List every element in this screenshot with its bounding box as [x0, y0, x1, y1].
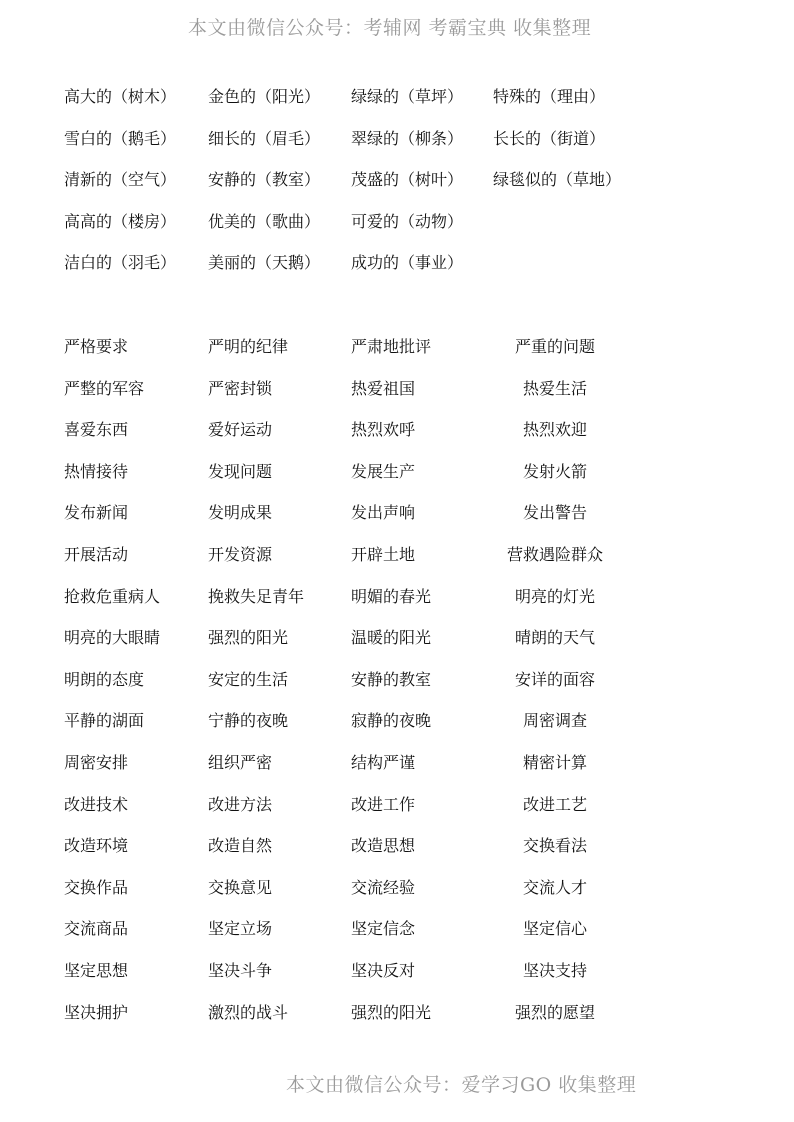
word-phrase-row: [0, 503, 794, 545]
phrase-cell: 热烈欢迎: [522, 420, 587, 440]
phrase-cell: 绿毯似的（草地）: [493, 170, 622, 190]
phrase-cell: 开发资源: [208, 544, 273, 564]
phrase-cell: 改造自然: [208, 836, 273, 856]
word-phrase-grid: [0, 337, 794, 1044]
phrase-cell: 清新的（空气）: [64, 170, 177, 190]
phrase-cell: 交换看法: [522, 836, 587, 856]
word-phrase-row: [0, 462, 794, 504]
phrase-cell: 改造思想: [351, 836, 416, 856]
phrase-cell: 坚定信心: [522, 919, 587, 939]
phrase-cell: 改进工艺: [522, 794, 587, 814]
word-phrase-row: [0, 670, 794, 712]
phrase-cell: 细长的（眉毛）: [208, 128, 321, 148]
phrase-cell: 发现问题: [208, 461, 273, 481]
adjective-phrase-row: [0, 212, 794, 254]
phrase-cell: 金色的（阳光）: [208, 87, 321, 106]
phrase-cell: 坚决反对: [351, 960, 416, 980]
phrase-cell: 周密调查: [522, 711, 587, 731]
phrase-cell: 改造环境: [64, 836, 129, 856]
phrase-cell: 热情接待: [64, 461, 129, 481]
phrase-cell: 高高的（楼房）: [64, 211, 177, 231]
phrase-cell: 明朗的态度: [64, 669, 145, 689]
phrase-cell: 严重的问题: [514, 337, 595, 356]
word-phrase-row: [0, 1003, 794, 1045]
word-phrase-row: [0, 545, 794, 587]
phrase-cell: 安静的教室: [351, 669, 432, 689]
phrase-cell: 改进工作: [351, 794, 416, 814]
adjective-phrase-row: [0, 129, 794, 171]
phrase-cell: 可爱的（动物）: [351, 211, 464, 231]
word-phrase-row: [0, 795, 794, 837]
phrase-cell: 挽救失足青年: [208, 586, 305, 606]
phrase-cell: 严密封锁: [208, 378, 273, 398]
phrase-cell: 发展生产: [351, 461, 416, 481]
phrase-cell: 成功的（事业）: [351, 253, 464, 273]
phrase-cell: 周密安排: [64, 752, 129, 772]
phrase-cell: 强烈的阳光: [351, 1002, 432, 1022]
phrase-cell: 绿绿的（草坪）: [351, 87, 464, 106]
phrase-cell: 精密计算: [522, 752, 587, 772]
phrase-cell: 长长的（街道）: [493, 128, 606, 148]
phrase-cell: 爱好运动: [208, 420, 273, 440]
watermark-top: 本文由微信公众号：考辅网 考霸宝典 收集整理: [188, 17, 592, 39]
phrase-cell: 优美的（歌曲）: [208, 211, 321, 231]
phrase-cell: 雪白的（鹅毛）: [64, 128, 177, 148]
phrase-cell: 明亮的大眼睛: [64, 628, 161, 648]
phrase-cell: 强烈的愿望: [514, 1002, 595, 1022]
phrase-cell: 安定的生活: [208, 669, 289, 689]
phrase-cell: 安静的（教室）: [208, 170, 321, 190]
word-phrase-row: [0, 711, 794, 753]
adjective-phrase-row: [0, 253, 794, 295]
phrase-cell: 发出警告: [522, 503, 587, 523]
watermark-bottom: 本文由微信公众号：爱学习GO 收集整理: [286, 1074, 637, 1096]
phrase-cell: 交流商品: [64, 919, 129, 939]
adjective-phrase-row: [0, 87, 794, 129]
phrase-cell: 发布新闻: [64, 503, 129, 523]
word-phrase-row: [0, 878, 794, 920]
phrase-cell: 强烈的阳光: [208, 628, 289, 648]
phrase-cell: 发明成果: [208, 503, 273, 523]
phrase-cell: 营救遇险群众: [506, 544, 603, 564]
phrase-cell: 温暖的阳光: [351, 628, 432, 648]
phrase-cell: 严肃地批评: [351, 337, 432, 356]
phrase-cell: 坚定立场: [208, 919, 273, 939]
phrase-cell: 改进技术: [64, 794, 129, 814]
word-phrase-row: [0, 420, 794, 462]
word-phrase-row: [0, 836, 794, 878]
phrase-cell: 坚定信念: [351, 919, 416, 939]
phrase-cell: 交流人才: [522, 877, 587, 897]
phrase-cell: 严整的军容: [64, 378, 145, 398]
phrase-cell: 坚定思想: [64, 960, 129, 980]
phrase-cell: 茂盛的（树叶）: [351, 170, 464, 190]
phrase-cell: 翠绿的（柳条）: [351, 128, 464, 148]
phrase-cell: 宁静的夜晚: [208, 711, 289, 731]
word-phrase-row: [0, 587, 794, 629]
phrase-cell: 抢救危重病人: [64, 586, 161, 606]
phrase-cell: 特殊的（理由）: [493, 87, 606, 106]
phrase-cell: 平静的湖面: [64, 711, 145, 731]
phrase-cell: 结构严谨: [351, 752, 416, 772]
phrase-cell: 明亮的灯光: [514, 586, 595, 606]
phrase-cell: 热爱生活: [522, 378, 587, 398]
phrase-cell: 寂静的夜晚: [351, 711, 432, 731]
phrase-cell: 交换作品: [64, 877, 129, 897]
phrase-cell: 激烈的战斗: [208, 1002, 289, 1022]
phrase-cell: 坚决支持: [522, 960, 587, 980]
phrase-cell: 美丽的（天鹅）: [208, 253, 321, 273]
phrase-cell: 坚决拥护: [64, 1002, 129, 1022]
word-phrase-row: [0, 919, 794, 961]
phrase-cell: 洁白的（羽毛）: [64, 253, 177, 273]
phrase-cell: 改进方法: [208, 794, 273, 814]
phrase-cell: 发射火箭: [522, 461, 587, 481]
word-phrase-row: [0, 961, 794, 1003]
phrase-cell: 热爱祖国: [351, 378, 416, 398]
phrase-cell: 高大的（树木）: [64, 87, 177, 106]
phrase-cell: 组织严密: [208, 752, 273, 772]
phrase-cell: 安详的面容: [514, 669, 595, 689]
word-phrase-row: [0, 753, 794, 795]
adjective-phrase-row: [0, 170, 794, 212]
phrase-cell: 严格要求: [64, 337, 129, 356]
phrase-cell: 热烈欢呼: [351, 420, 416, 440]
phrase-cell: 开展活动: [64, 544, 129, 564]
word-phrase-row: [0, 337, 794, 379]
phrase-cell: 喜爱东西: [64, 420, 129, 440]
word-phrase-row: [0, 628, 794, 670]
word-phrase-row: [0, 379, 794, 421]
phrase-cell: 晴朗的天气: [514, 628, 595, 648]
phrase-cell: 严明的纪律: [208, 337, 289, 356]
phrase-cell: 明媚的春光: [351, 586, 432, 606]
phrase-cell: 开辟土地: [351, 544, 416, 564]
phrase-cell: 发出声响: [351, 503, 416, 523]
phrase-cell: 坚决斗争: [208, 960, 273, 980]
phrase-cell: 交流经验: [351, 877, 416, 897]
adjective-phrase-grid: [0, 87, 794, 295]
phrase-cell: 交换意见: [208, 877, 273, 897]
